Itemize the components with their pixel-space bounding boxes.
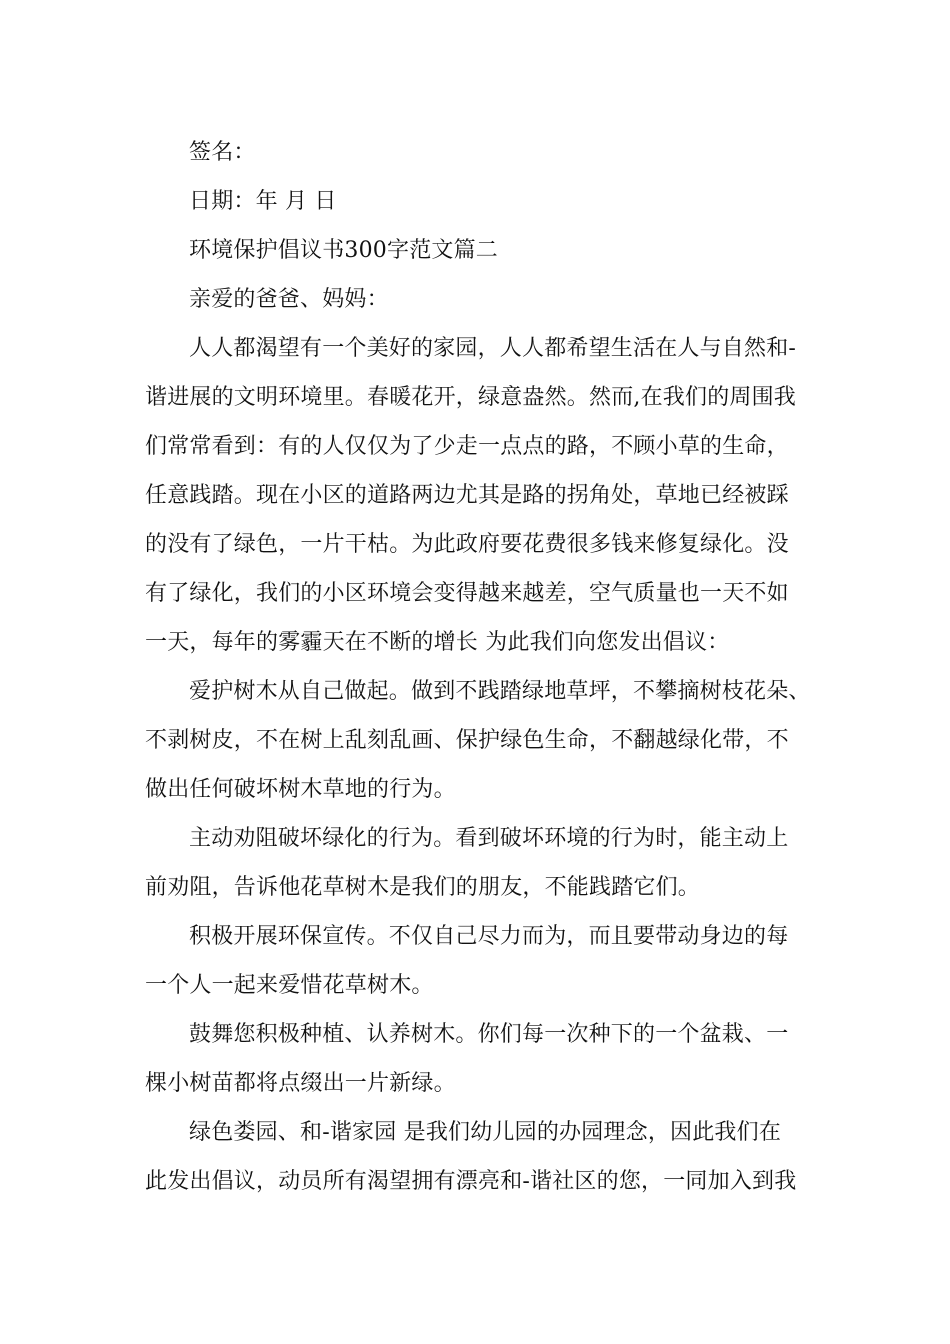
text-line: 做出任何破坏树木草地的行为。	[145, 777, 456, 802]
text-line: 不剥树皮，不在树上乱刻乱画、保护绿色生命，不翻越绿化带，不	[145, 728, 789, 753]
text-line: 主动劝阻破坏绿化的行为。看到破坏环境的行为时，能主动上	[189, 826, 789, 851]
text-line: 任意践踏。现在小区的道路两边尤其是路的拐角处，草地已经被踩	[145, 483, 789, 508]
text-line: 们常常看到：有的人仅仅为了少走一点点的路，不顾小草的生命，	[145, 434, 789, 459]
text-line: 人人都渴望有一个美好的家园，人人都希望生活在人与自然和-	[189, 336, 797, 361]
text-line: 一个人一起来爱惜花草树木。	[145, 973, 434, 998]
text-line: 签名：	[189, 140, 256, 165]
text-line: 棵小树苗都将点缀出一片新绿。	[145, 1071, 456, 1096]
document-body	[145, 128, 825, 1206]
text-line: 积极开展环保宣传。不仅自己尽力而为，而且要带动身边的每	[189, 924, 789, 949]
text-line: 爱护树木从自己做起。做到不践踏绿地草坪，不攀摘树枝花朵、	[189, 679, 811, 704]
text-line: 的没有了绿色，一片干枯。为此政府要花费很多钱来修复绿化。没	[145, 532, 789, 557]
text-line: 鼓舞您积极种植、认养树木。你们每一次种下的一个盆栽、一	[189, 1022, 789, 1047]
text-line: 一天，每年的雾霾天在不断的增长 为此我们向您发出倡议：	[145, 630, 730, 655]
text-line: 日期：年 月 日	[189, 189, 337, 214]
text-line: 环境保护倡议书300字范文篇二	[189, 238, 498, 263]
text-line: 此发出倡议，动员所有渴望拥有漂亮和-谐社区的您，一同加入到我	[145, 1169, 797, 1194]
text-line: 绿色娄园、和-谐家园 是我们幼儿园的办园理念，因此我们在	[189, 1120, 782, 1145]
text-line: 前劝阻，告诉他花草树木是我们的朋友，不能践踏它们。	[145, 875, 701, 900]
text-line: 有了绿化，我们的小区环境会变得越来越差，空气质量也一天不如	[145, 581, 789, 606]
text-line: 谐进展的文明环境里。春暖花开，绿意盎然。然而,在我们的周围我	[145, 385, 796, 410]
text-line: 亲爱的爸爸、妈妈：	[189, 287, 389, 312]
